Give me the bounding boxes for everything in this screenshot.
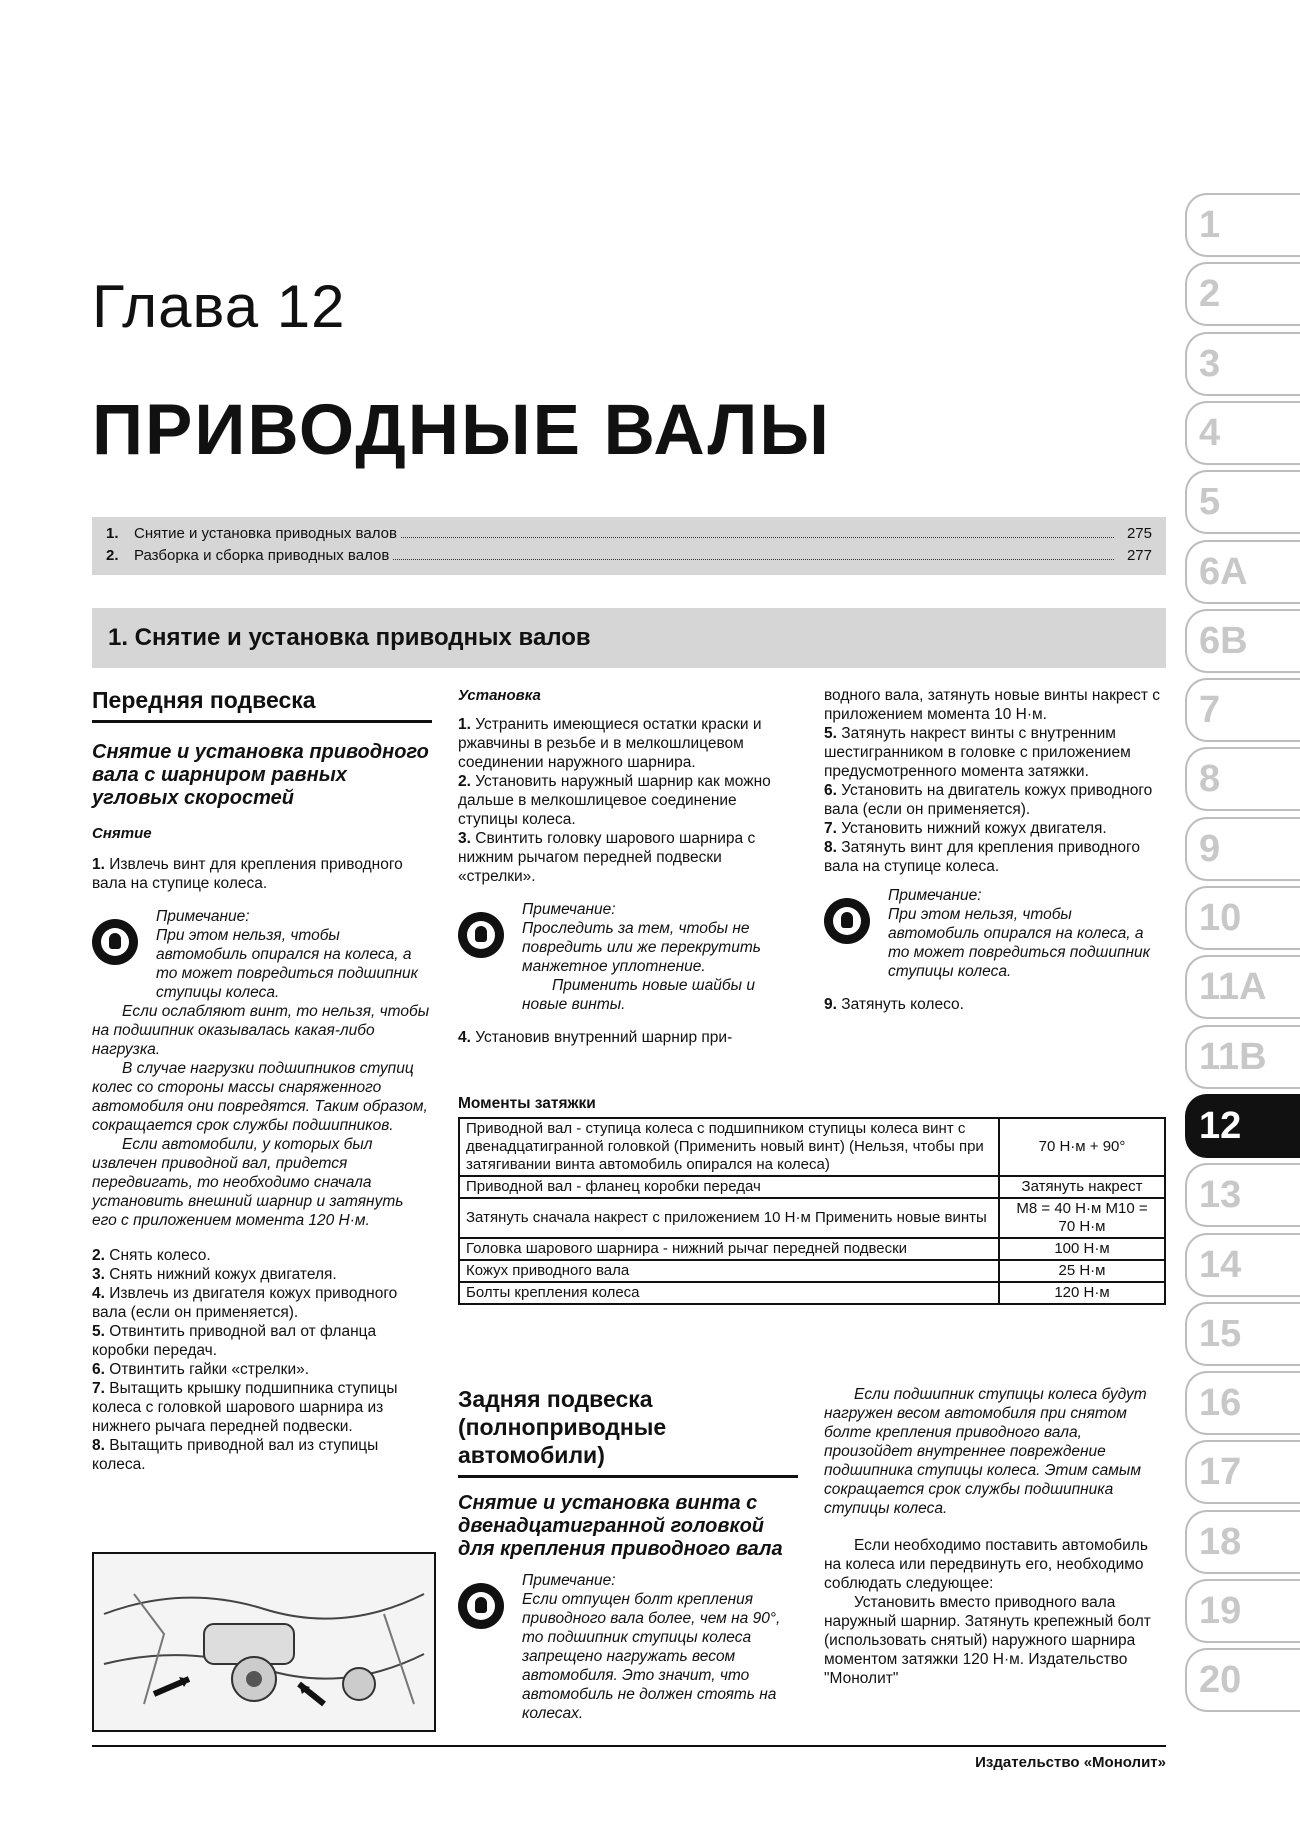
chapter-tab-label: 16 bbox=[1199, 1382, 1242, 1425]
chapter-tab-11a[interactable] bbox=[1185, 955, 1300, 1019]
chapter-tab-6b[interactable] bbox=[1185, 609, 1300, 673]
table-row bbox=[459, 1198, 1165, 1238]
chapter-tab-17[interactable] bbox=[1185, 1440, 1300, 1504]
torque-value: 120 Н·м bbox=[999, 1282, 1165, 1304]
toc-leader bbox=[401, 537, 1114, 538]
footer-publisher: Издательство «Монолит» bbox=[975, 1754, 1166, 1771]
rear-subheading: Снятие и установка винта с двенадцатигранной головкой для крепления приводного вала bbox=[458, 1492, 783, 1560]
chapter-tab-label: 11B bbox=[1199, 1035, 1267, 1078]
chapter-tab-6a[interactable] bbox=[1185, 540, 1300, 604]
table-row bbox=[459, 1238, 1165, 1260]
note-block bbox=[92, 907, 432, 1002]
note-block bbox=[458, 900, 798, 1014]
removal-label: Снятие bbox=[92, 825, 152, 842]
note-text: При этом нельзя, чтобы автомобиль опирался на колеса, а то может повредиться подшипник ступицы колеса. bbox=[156, 927, 418, 1001]
chapter-tab-label: 2 bbox=[1199, 273, 1221, 316]
removal-steps bbox=[92, 1246, 432, 1474]
step-item: 4. Извлечь из двигателя кожух приводного вала (если он применяется). bbox=[92, 1285, 398, 1321]
table-row bbox=[459, 1260, 1165, 1282]
step-item: 4. Установив внутренний шарнир при- bbox=[458, 1029, 733, 1046]
chapter-tab-16[interactable] bbox=[1185, 1371, 1300, 1435]
table-row bbox=[459, 1118, 1165, 1176]
chapter-tab-label: 18 bbox=[1199, 1520, 1242, 1563]
chapter-tab-label: 11A bbox=[1199, 966, 1267, 1009]
torque-name: Головка шарового шарнира - нижний рычаг передней подвески bbox=[459, 1238, 999, 1260]
step-item: 1. Устранить имеющиеся остатки краски и ржавчины в резьбе и в мелкошлицевом соединении наружного шарнира. bbox=[458, 716, 762, 771]
rear-paragraph: Если необходимо поставить автомобиль на колеса или передвинуть его, необходимо соблюдать следующее: bbox=[824, 1537, 1148, 1592]
torque-table bbox=[458, 1117, 1166, 1305]
chapter-tab-label: 6B bbox=[1199, 619, 1248, 662]
rear-paragraph: Установить вместо приводного вала наружный шарнир. Затянуть крепежный болт (использовать снятый) наружного шарнира моментом затяжки 120 Н·м. Издательство "Монолит" bbox=[824, 1594, 1151, 1687]
torque-value: 100 Н·м bbox=[999, 1238, 1165, 1260]
toc-leader bbox=[393, 559, 1114, 560]
note-title: Примечание: bbox=[888, 887, 982, 904]
column-2 bbox=[458, 686, 798, 1047]
toc-item-number: 2. bbox=[106, 547, 119, 564]
chapter-tab-label: 6A bbox=[1199, 550, 1248, 593]
toc-item-page: 275 bbox=[1126, 525, 1152, 542]
lightbulb-icon bbox=[824, 898, 870, 944]
table-of-contents bbox=[92, 517, 1166, 575]
chapter-tab-label: 10 bbox=[1199, 897, 1242, 939]
note-text: При этом нельзя, чтобы автомобиль опирался на колеса, а то может повредиться подшипник ступицы колеса. bbox=[888, 906, 1150, 980]
toc-item[interactable] bbox=[92, 525, 1166, 545]
step-item: 8. Вытащить приводной вал из ступицы колеса. bbox=[92, 1437, 379, 1473]
section-title: 1. Снятие и установка приводных валов bbox=[108, 624, 591, 651]
toc-item-text: Снятие и установка приводных валов bbox=[134, 525, 397, 542]
step-item: 2. Установить наружный шарнир как можно дальше в мелкошлицевое соединение ступицы колеса. bbox=[458, 773, 771, 828]
note-text: Проследить за тем, чтобы не повредить или же перекрутить манжетное уплотнение. bbox=[522, 920, 761, 975]
chapter-tab-label: 4 bbox=[1199, 411, 1221, 454]
chapter-tab-label: 14 bbox=[1199, 1243, 1242, 1286]
install-steps bbox=[458, 715, 798, 886]
step-item: 7. Установить нижний кожух двигателя. bbox=[824, 820, 1107, 837]
chapter-label: Глава 12 bbox=[92, 273, 346, 340]
note-title: Примечание: bbox=[156, 908, 250, 925]
step-item: 5. Отвинтить приводной вал от фланца коробки передач. bbox=[92, 1323, 377, 1359]
table-row bbox=[459, 1282, 1165, 1304]
toc-item[interactable] bbox=[92, 547, 1166, 567]
step-item: 8. Затянуть винт для крепления приводного вала на ступице колеса. bbox=[824, 839, 1140, 875]
chapter-tab-10[interactable] bbox=[1185, 886, 1300, 950]
step-item: 2. Снять колесо. bbox=[92, 1247, 211, 1264]
footer-rule bbox=[92, 1745, 1166, 1747]
chapter-tab-9[interactable] bbox=[1185, 817, 1300, 881]
chapter-tab-19[interactable] bbox=[1185, 1579, 1300, 1643]
torque-value: 25 Н·м bbox=[999, 1260, 1165, 1282]
chapter-tab-2[interactable] bbox=[1185, 262, 1300, 326]
chapter-tab-12[interactable] bbox=[1185, 1094, 1300, 1158]
note-paragraph: Если ослабляют винт, то нельзя, чтобы на подшипник оказывалась какая-либо нагрузка. bbox=[92, 1003, 430, 1058]
step-item: 3. Снять нижний кожух двигателя. bbox=[92, 1266, 337, 1283]
note-title: Примечание: bbox=[522, 901, 616, 918]
front-subheading: Снятие и установка приводного вала с шарниром равных угловых скоростей bbox=[92, 741, 429, 809]
torque-name: Кожух приводного вала bbox=[459, 1260, 999, 1282]
chapter-tab-13[interactable] bbox=[1185, 1163, 1300, 1227]
rear-suspension-heading: Задняя подвеска (полноприводные автомобили) bbox=[458, 1385, 798, 1478]
lightbulb-icon bbox=[458, 1583, 504, 1629]
chapter-tab-8[interactable] bbox=[1185, 747, 1300, 811]
chapter-tab-label: 5 bbox=[1199, 481, 1221, 524]
note-paragraph: Если автомобили, у которых был извлечен приводной вал, придется передвигать, то необходимо сначала установить внешний шарнир и затянуть его с приложением момента 120 Н·м. bbox=[92, 1136, 404, 1229]
column-3-rear bbox=[824, 1385, 1166, 1688]
section-header bbox=[92, 608, 1166, 668]
table-row bbox=[459, 1176, 1165, 1198]
chapter-tab-label: 17 bbox=[1199, 1451, 1242, 1494]
chapter-tab-3[interactable] bbox=[1185, 332, 1300, 396]
chapter-tab-11b[interactable] bbox=[1185, 1025, 1300, 1089]
toc-item-text: Разборка и сборка приводных валов bbox=[134, 547, 390, 564]
torque-name: Болты крепления колеса bbox=[459, 1282, 999, 1304]
note-text: Если отпущен болт крепления приводного вала более, чем на 90°, то подшипник ступицы колеса запрещено нагружать весом автомобиля. Это значит, что автомобиль не должен стоять на колесах. bbox=[522, 1591, 781, 1722]
chapter-tab-label: 20 bbox=[1199, 1659, 1242, 1702]
chapter-tab-label: 8 bbox=[1199, 758, 1221, 801]
note-block bbox=[824, 886, 1166, 981]
note-paragraph: Применить новые шайбы и новые винты. bbox=[522, 977, 755, 1013]
column-3 bbox=[824, 686, 1166, 1014]
chapter-tab-7[interactable] bbox=[1185, 678, 1300, 742]
chapter-tab-label: 1 bbox=[1199, 204, 1221, 246]
lightbulb-icon bbox=[92, 919, 138, 965]
lightbulb-icon bbox=[458, 912, 504, 958]
torque-value: M8 = 40 Н·м M10 = 70 Н·м bbox=[999, 1198, 1165, 1238]
install-label: Установка bbox=[458, 687, 541, 704]
toc-item-number: 1. bbox=[106, 525, 119, 542]
torque-title: Моменты затяжки bbox=[458, 1095, 596, 1112]
front-suspension-heading: Передняя подвеска bbox=[92, 686, 432, 723]
chapter-tab-20[interactable] bbox=[1185, 1648, 1300, 1712]
chapter-tab-4[interactable] bbox=[1185, 401, 1300, 465]
chapter-tab-18[interactable] bbox=[1185, 1510, 1300, 1574]
chapter-tab-15[interactable] bbox=[1185, 1302, 1300, 1366]
column-1 bbox=[92, 686, 432, 1474]
step-item: 6. Установить на двигатель кожух приводного вала (если он применяется). bbox=[824, 782, 1153, 818]
chapter-tab-1[interactable] bbox=[1185, 193, 1300, 257]
step-item: 6. Отвинтить гайки «стрелки». bbox=[92, 1361, 310, 1378]
step-item: 3. Свинтить головку шарового шарнира с нижним рычагом передней подвески «стрелки». bbox=[458, 830, 756, 885]
torque-name: Затянуть сначала накрест с приложением 10 Н·м Применить новые винты bbox=[459, 1198, 999, 1238]
suspension-drawing bbox=[94, 1554, 434, 1730]
chapter-tab-label: 12 bbox=[1199, 1104, 1242, 1147]
rear-suspension-section bbox=[458, 1385, 798, 1723]
torque-section bbox=[458, 1094, 1166, 1305]
note-block bbox=[458, 1571, 798, 1723]
drive-shaft-illustration bbox=[92, 1552, 436, 1732]
chapter-tab-label: 9 bbox=[1199, 827, 1221, 870]
rear-paragraph: Если подшипник ступицы колеса будут нагружен весом автомобиля при снятом болте крепления приводного вала, произойдет внутреннее повреждение подшипника ступицы колеса. Этим самым сокращается срок службы подшипника ступицы колеса. bbox=[824, 1386, 1147, 1517]
step-item: 9. Затянуть колесо. bbox=[824, 996, 964, 1013]
chapter-tab-label: 7 bbox=[1199, 689, 1221, 732]
note-paragraph: В случае нагрузки подшипников ступиц колес со стороны массы снаряженного автомобиля они повредятся. Таким образом, сокращается срок службы подшипников. bbox=[92, 1060, 428, 1134]
torque-name: Приводной вал - ступица колеса с подшипником ступицы колеса винт с двенадцатигранной головкой (Применить новый винт) (Нельзя, чтобы при затягивании винта автомобиль опирался на колеса) bbox=[459, 1118, 999, 1176]
chapter-tab-label: 19 bbox=[1199, 1590, 1242, 1632]
chapter-title: ПРИВОДНЫЕ ВАЛЫ bbox=[92, 391, 831, 470]
step-item: 7. Вытащить крышку подшипника ступицы колеса с головкой шарового шарнира из нижнего рычага передней подвески. bbox=[92, 1380, 398, 1435]
torque-value: 70 Н·м + 90° bbox=[999, 1118, 1165, 1176]
step-item: 1. Извлечь винт для крепления приводного вала на ступице колеса. bbox=[92, 856, 403, 892]
chapter-tab-5[interactable] bbox=[1185, 470, 1300, 534]
step-item: 5. Затянуть накрест винты с внутренним шестигранником в головке с приложением предусмотренного момента затяжки. bbox=[824, 725, 1131, 780]
note-title: Примечание: bbox=[522, 1572, 616, 1589]
toc-item-page: 277 bbox=[1126, 547, 1152, 564]
chapter-tab-14[interactable] bbox=[1185, 1233, 1300, 1297]
chapter-tab-label: 15 bbox=[1199, 1312, 1242, 1355]
chapter-tab-label: 13 bbox=[1199, 1174, 1242, 1217]
continued-text: водного вала, затянуть новые винты накрест с приложением момента 10 Н·м. bbox=[824, 687, 1161, 723]
torque-value: Затянуть накрест bbox=[999, 1176, 1165, 1198]
torque-name: Приводной вал - фланец коробки передач bbox=[459, 1176, 999, 1198]
chapter-tab-label: 3 bbox=[1199, 342, 1221, 385]
